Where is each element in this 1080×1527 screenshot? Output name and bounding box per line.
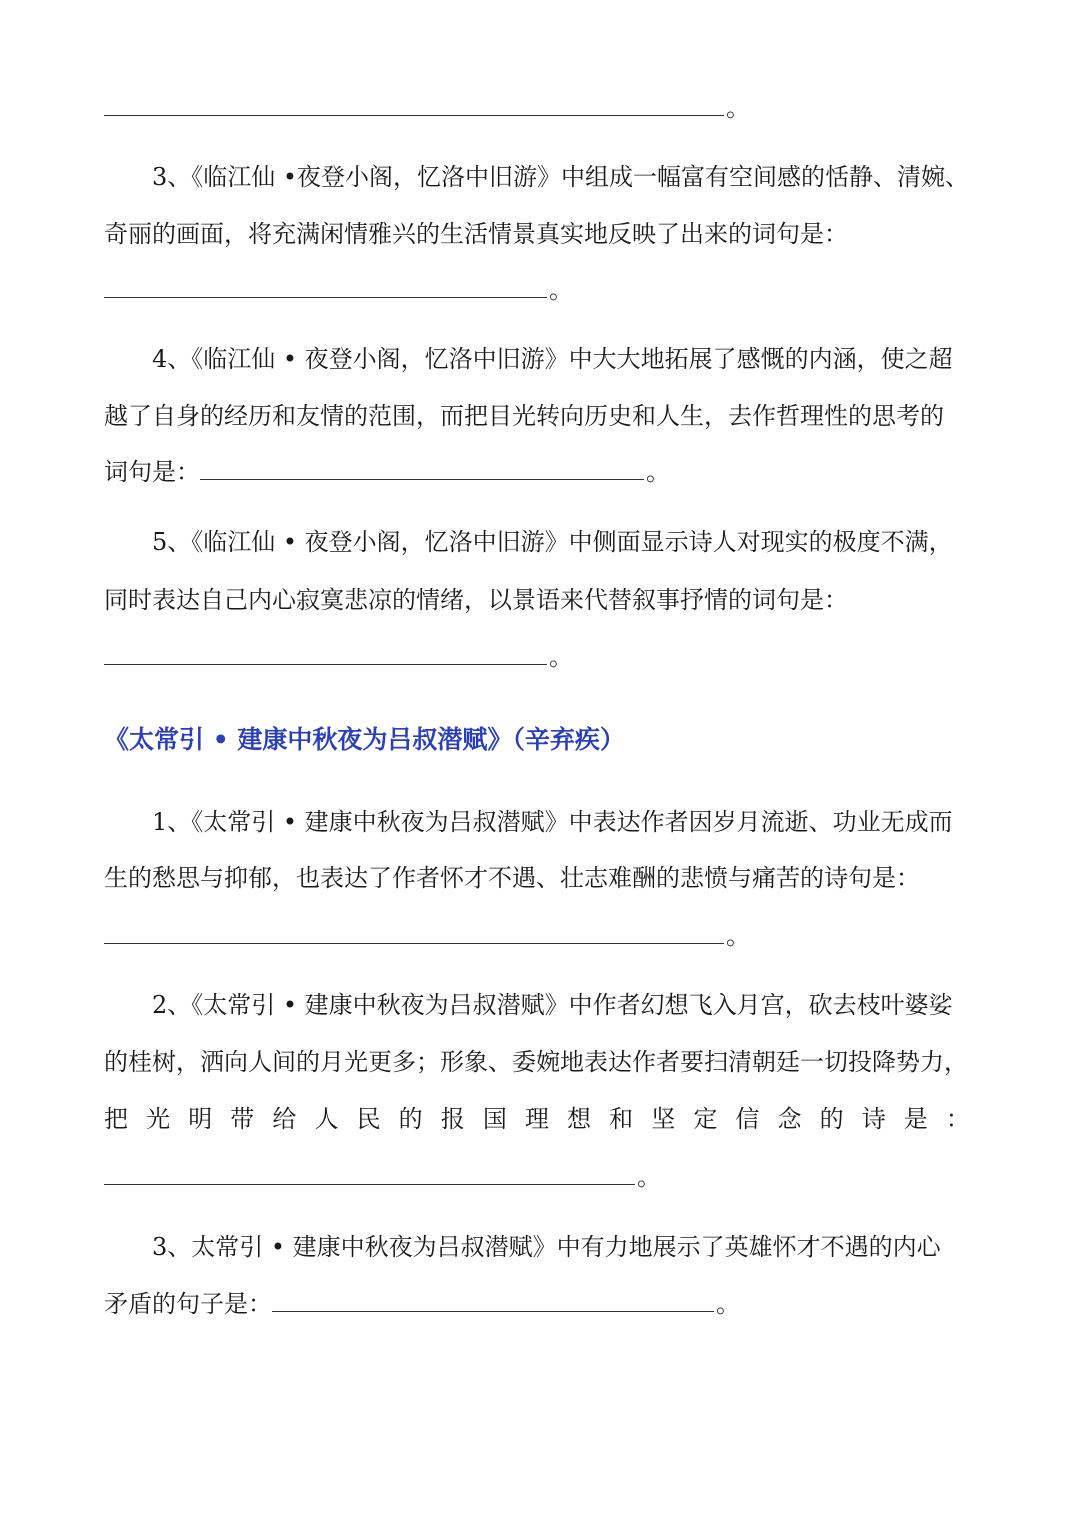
tc-question-3-line-1: 3、太常引 • 建康中秋夜为吕叔潜赋》中有力地展示了英雄怀才不遇的内心 — [152, 1233, 941, 1261]
question-4-prefix: 词句是： — [104, 458, 200, 486]
char: 念 — [777, 1105, 802, 1133]
answer-blank[interactable] — [200, 463, 644, 480]
char: 的 — [819, 1105, 844, 1133]
question-4-line-2: 越了自身的经历和友情的范围，而把目光转向历史和人生，去作哲理性的思考的 — [104, 402, 944, 430]
period: 。 — [646, 458, 670, 486]
tc-question-2-line-2: 的桂树，洒向人间的月光更多；形象、委婉地表达作者要扫清朝廷一切投降势力， — [104, 1048, 968, 1076]
period: 。 — [549, 643, 573, 671]
answer-line-prev — [104, 88, 750, 128]
char: 理 — [524, 1105, 549, 1133]
char: 坚 — [651, 1105, 676, 1133]
char: 国 — [482, 1105, 507, 1133]
tc-question-2-line-3 — [104, 1099, 970, 1139]
char: ： — [945, 1105, 970, 1133]
question-4-line-1: 4、《临江仙 • 夜登小阁，忆洛中旧游》中大大地拓展了感慨的内涵，使之超 — [152, 345, 953, 373]
tc-question-2-line-1: 2、《太常引 • 建康中秋夜为吕叔潜赋》中作者幻想飞入月宫，砍去枝叶婆娑 — [152, 991, 953, 1019]
char: 明 — [188, 1105, 213, 1133]
period: 。 — [726, 922, 750, 950]
char: 把 — [104, 1105, 128, 1133]
tc-question-1-answer-line — [104, 916, 750, 956]
question-3-line-1: 3、《临江仙 •夜登小阁，忆洛中旧游》中组成一幅富有空间感的恬静、清婉、 — [152, 163, 970, 191]
period: 。 — [716, 1290, 740, 1318]
tc-question-1-line-2: 生的愁思与抑郁，也表达了作者怀才不遇、壮志难酬的悲愤与痛苦的诗句是： — [104, 864, 920, 892]
question-3-line-2: 奇丽的画面，将充满闲情雅兴的生活情景真实地反映了出来的词句是： — [104, 220, 848, 248]
char: 人 — [314, 1105, 339, 1133]
question-4-line-3 — [104, 452, 670, 492]
period: 。 — [637, 1163, 661, 1191]
answer-blank[interactable] — [272, 1295, 714, 1312]
char: 报 — [440, 1105, 465, 1133]
answer-blank[interactable] — [104, 1168, 635, 1185]
char: 的 — [398, 1105, 423, 1133]
period: 。 — [549, 276, 573, 304]
question-5-answer-line — [104, 637, 573, 677]
answer-blank[interactable] — [104, 99, 724, 116]
section-heading: 《太常引 • 建康中秋夜为吕叔潜赋》（辛弃疾） — [104, 725, 625, 754]
question-5-line-1: 5、《临江仙 • 夜登小阁，忆洛中旧游》中侧面显示诗人对现实的极度不满， — [152, 528, 953, 556]
tc-question-2-answer-line — [104, 1157, 661, 1197]
char: 想 — [567, 1105, 592, 1133]
char: 带 — [230, 1105, 255, 1133]
tc-question-3-line-2 — [104, 1284, 740, 1324]
char: 给 — [272, 1105, 297, 1133]
tc-question-1-line-1: 1、《太常引 • 建康中秋夜为吕叔潜赋》中表达作者因岁月流逝、功业无成而 — [152, 808, 953, 836]
answer-blank[interactable] — [104, 281, 547, 298]
char: 是 — [903, 1105, 928, 1133]
char: 诗 — [861, 1105, 886, 1133]
question-5-line-2: 同时表达自己内心寂寞悲凉的情绪，以景语来代替叙事抒情的词句是： — [104, 586, 848, 614]
char: 光 — [146, 1105, 171, 1133]
answer-blank[interactable] — [104, 927, 724, 944]
char: 和 — [609, 1105, 634, 1133]
char: 定 — [693, 1105, 718, 1133]
tc-question-3-prefix: 矛盾的句子是： — [104, 1290, 272, 1318]
answer-blank[interactable] — [104, 648, 547, 665]
char: 信 — [735, 1105, 760, 1133]
question-3-answer-line — [104, 270, 573, 310]
period: 。 — [726, 94, 750, 122]
char: 民 — [356, 1105, 381, 1133]
